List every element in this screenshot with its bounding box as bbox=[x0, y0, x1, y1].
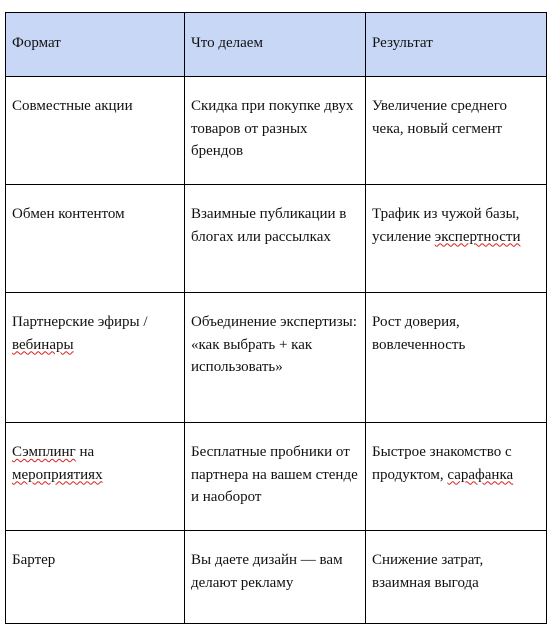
cell-format bbox=[6, 293, 185, 423]
spellcheck-word[interactable]: вебинары bbox=[12, 336, 74, 353]
header-action: Что делаем bbox=[185, 13, 366, 77]
cell-action: Скидка при покупке двух товаров от разных брендов bbox=[185, 77, 366, 185]
cell-text: Снижение затрат, взаимная выгода bbox=[372, 552, 484, 591]
table-row bbox=[6, 293, 547, 423]
spellcheck-word[interactable]: Сэмплинг bbox=[12, 444, 76, 460]
table-row bbox=[6, 423, 547, 531]
table-row bbox=[6, 531, 547, 624]
cell-text: Бартер bbox=[12, 552, 56, 568]
header-format: Формат bbox=[6, 13, 185, 77]
cell-text: Обмен контентом bbox=[12, 206, 125, 222]
spellcheck-word[interactable]: сарафанка bbox=[447, 466, 514, 483]
cell-text: Рост доверия, вовлеченность bbox=[372, 314, 466, 353]
table-row bbox=[6, 77, 547, 185]
cell-action: Вы даете дизайн — вам делают рекламу bbox=[185, 531, 366, 624]
cell-text: Совместные акции bbox=[12, 98, 133, 114]
cell-action: Взаимные публикации в блогах или рассылках bbox=[185, 185, 366, 293]
cell-result bbox=[366, 423, 547, 531]
cell-result bbox=[366, 293, 547, 423]
table-row bbox=[6, 185, 547, 293]
cell-text: на bbox=[75, 444, 95, 460]
cell-text: Трафик из чужой базы, усиление bbox=[372, 206, 520, 245]
cell-result bbox=[366, 185, 547, 293]
cell-text: Увеличение среднего чека, новый сегмент bbox=[372, 98, 507, 137]
cell-format bbox=[6, 77, 185, 185]
cell-text: Партнерские эфиры / bbox=[12, 314, 148, 330]
cell-action: Объединение экспертизы: «как выбрать + как использовать» bbox=[185, 293, 366, 423]
cell-result bbox=[366, 77, 547, 185]
cell-action: Бесплатные пробники от партнера на вашем стенде и наоборот bbox=[185, 423, 366, 531]
cell-format bbox=[6, 423, 185, 531]
cell-text: Быстрое знакомство с продуктом, bbox=[372, 444, 512, 483]
header-result: Результат bbox=[366, 13, 547, 77]
spellcheck-word[interactable]: экспертности bbox=[434, 228, 521, 245]
partnership-formats-table bbox=[5, 12, 547, 624]
cell-result bbox=[366, 531, 547, 624]
table-header-row bbox=[6, 13, 547, 77]
spellcheck-word[interactable]: мероприятиях bbox=[12, 466, 103, 483]
cell-format bbox=[6, 531, 185, 624]
cell-format bbox=[6, 185, 185, 293]
